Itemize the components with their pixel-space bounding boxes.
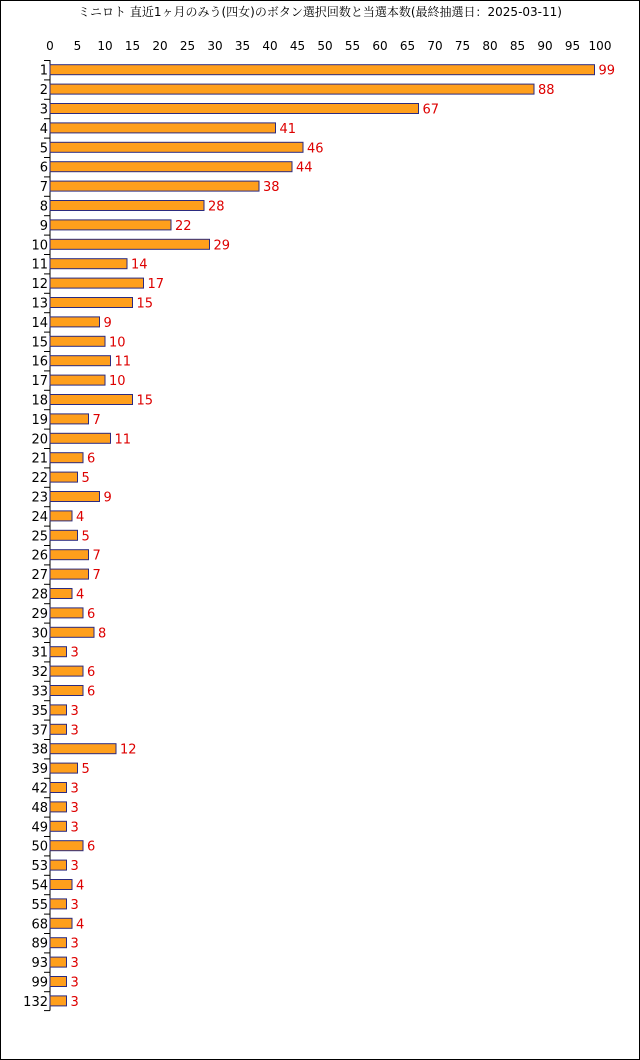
chart-bars [50,65,595,1006]
category-label: 12 [31,277,48,293]
category-label: 15 [31,335,48,351]
bar [50,627,94,637]
value-label: 46 [307,141,324,157]
category-label: 10 [31,238,48,254]
value-label: 3 [70,956,79,972]
category-label: 30 [31,626,48,642]
x-tick-label: 100 [588,39,612,53]
value-label: 22 [175,218,192,234]
category-label: 31 [31,645,48,661]
value-label: 38 [263,180,280,196]
x-tick-label: 25 [179,39,196,53]
value-label: 4 [76,587,85,603]
value-label: 5 [81,762,90,778]
bar [50,414,89,424]
category-label: 23 [31,490,48,506]
bar [50,705,67,715]
value-label: 3 [70,975,79,991]
bar [50,977,67,987]
value-label: 4 [76,509,85,525]
category-label: 89 [31,936,48,952]
category-label: 5 [39,141,48,157]
value-label: 99 [598,63,616,79]
bar [50,492,100,502]
category-label: 38 [31,742,48,758]
bar [50,511,72,521]
value-label: 4 [76,878,85,894]
x-tick-label: 80 [482,39,498,53]
bar [50,239,210,249]
category-label: 132 [23,994,48,1010]
bar [50,608,83,618]
value-label: 10 [109,335,126,351]
value-label: 11 [114,432,132,448]
bar [50,763,78,773]
value-label: 3 [70,936,79,952]
x-tick-label: 90 [537,39,553,53]
value-label: 14 [131,257,148,273]
category-label: 17 [31,374,48,390]
bar [50,666,83,676]
bar [50,220,171,230]
bar [50,278,144,288]
category-label: 33 [31,684,48,700]
category-label: 29 [31,606,48,622]
bar [50,880,72,890]
value-label: 67 [422,102,440,118]
category-label: 2 [39,83,48,99]
bar [50,918,72,928]
value-label: 5 [81,529,90,545]
x-tick-label: 45 [289,39,306,53]
value-label: 15 [136,393,154,409]
bar [50,142,303,152]
category-label: 53 [31,859,48,875]
value-label: 88 [538,83,555,99]
value-label: 9 [103,490,112,506]
category-label: 4 [39,121,48,137]
x-tick-label: 10 [97,39,113,53]
x-tick-label: 95 [564,39,581,53]
bar [50,375,105,385]
bar [50,957,67,967]
category-label: 20 [31,432,48,448]
category-label: 35 [31,703,48,719]
category-label: 28 [31,587,48,603]
x-tick-label: 20 [152,39,168,53]
category-label: 16 [31,354,48,370]
category-label: 68 [31,917,48,933]
x-tick-label: 50 [317,39,333,53]
category-label: 14 [31,315,48,331]
bar [50,65,595,75]
bar [50,550,89,560]
bar [50,530,78,540]
category-label: 39 [31,762,48,778]
value-label: 44 [296,160,313,176]
x-tick-label: 70 [427,39,443,53]
x-tick-label: 60 [372,39,388,53]
category-label: 25 [31,529,48,545]
bar [50,686,83,696]
value-label: 5 [81,471,90,487]
category-label: 11 [31,257,48,273]
value-label: 6 [87,451,96,467]
bar [50,841,83,851]
category-label: 32 [31,665,48,681]
x-tick-label: 85 [509,39,526,53]
value-label: 3 [70,897,79,913]
category-label: 6 [39,160,48,176]
bar [50,899,67,909]
x-tick-label: 65 [399,39,416,53]
category-label: 48 [31,800,48,816]
bar [50,821,67,831]
category-label: 55 [31,897,48,913]
x-tick-label: 75 [454,39,471,53]
value-label: 10 [109,374,126,390]
bar [50,472,78,482]
value-label: 7 [92,548,101,564]
x-tick-label: 15 [124,39,141,53]
bar [50,317,100,327]
category-label: 24 [31,509,48,525]
bar [50,104,419,114]
value-label: 6 [87,684,96,700]
bar [50,298,133,308]
bar [50,802,67,812]
category-label: 99 [31,975,48,991]
category-label: 21 [31,451,48,467]
value-label: 6 [87,606,96,622]
value-label: 7 [92,568,101,584]
bar [50,569,89,579]
category-label: 49 [31,820,48,836]
bar [50,938,67,948]
value-label: 28 [208,199,225,215]
category-label: 8 [39,199,48,215]
bar [50,123,276,133]
category-label: 42 [31,781,48,797]
category-label: 22 [31,471,48,487]
bar [50,259,127,269]
bar [50,336,105,346]
category-label: 1 [39,63,48,79]
bar [50,162,292,172]
x-tick-label: 5 [73,39,82,53]
value-label: 11 [114,354,132,370]
bar [50,589,72,599]
category-label: 26 [31,548,48,564]
bar [50,181,259,191]
bar [50,744,116,754]
bar [50,395,133,405]
value-label: 12 [120,742,137,758]
bar [50,84,534,94]
x-tick-label: 55 [344,39,361,53]
category-label: 9 [39,218,48,234]
value-label: 17 [147,277,165,293]
category-label: 3 [39,102,48,118]
category-label: 54 [31,878,48,894]
value-label: 3 [70,781,79,797]
category-label: 18 [31,393,48,409]
value-label: 3 [70,800,79,816]
value-label: 3 [70,994,79,1010]
value-label: 4 [76,917,85,933]
value-label: 3 [70,820,79,836]
category-label: 19 [31,412,48,428]
category-label: 13 [31,296,48,312]
value-label: 7 [92,412,101,428]
bar [50,783,67,793]
bar [50,356,111,366]
bar [50,453,83,463]
value-label: 3 [70,703,79,719]
category-label: 50 [31,839,48,855]
bar [50,996,67,1006]
x-tick-label: 40 [262,39,278,53]
category-label: 37 [31,723,48,739]
value-label: 3 [70,645,79,661]
category-label: 27 [31,568,48,584]
x-tick-label: 0 [46,39,54,53]
value-label: 3 [70,723,79,739]
value-label: 41 [279,121,297,137]
bar [50,724,67,734]
value-label: 6 [87,839,96,855]
bar [50,433,111,443]
bar [50,201,204,211]
value-label: 8 [98,626,107,642]
x-tick-label: 30 [207,39,223,53]
chart-title: ミニロト 直近1ヶ月のみう(四女)のボタン選択回数と当選本数(最終抽選日：2025-03-11) [78,5,562,19]
bar [50,860,67,870]
category-label: 7 [39,180,48,196]
value-label: 6 [87,665,96,681]
value-label: 3 [70,859,79,875]
value-label: 9 [103,315,112,331]
category-label: 93 [31,956,48,972]
x-tick-label: 35 [234,39,251,53]
bar [50,647,67,657]
value-label: 29 [213,238,231,254]
value-label: 15 [136,296,154,312]
